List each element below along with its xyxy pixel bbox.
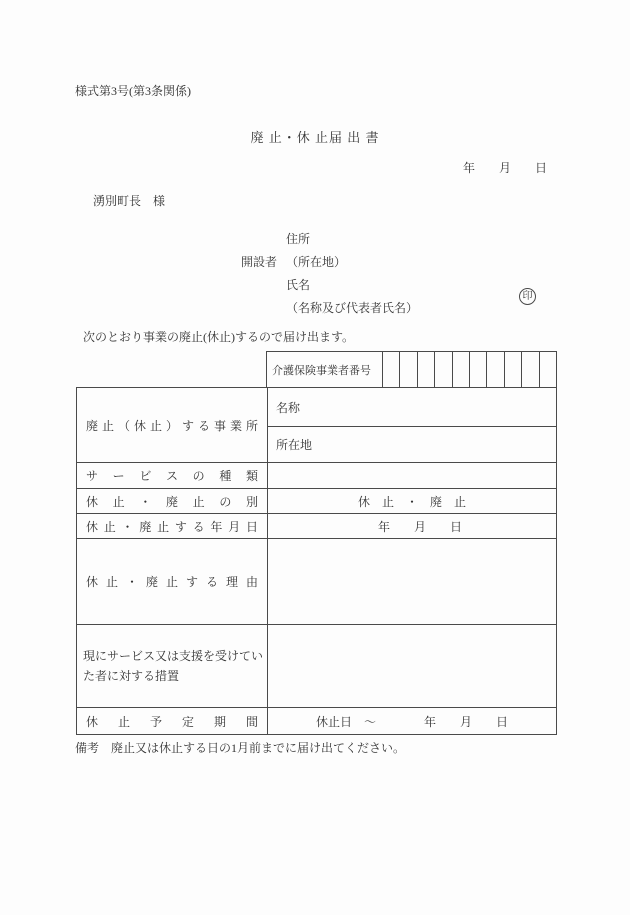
office-address-cell bbox=[268, 427, 556, 462]
applicant-block bbox=[241, 228, 418, 320]
category-label: 休止・廃止の別 bbox=[86, 494, 258, 509]
seal-icon bbox=[519, 288, 536, 305]
intro-text: 次のとおり事業の廃止(休止)するので届け出ます。 bbox=[83, 330, 355, 344]
remarks: 備考 廃止又は休止する日の1月前までに届け出てください。 bbox=[75, 741, 406, 755]
office-label-cell bbox=[77, 388, 268, 462]
applicant-line-name: 氏名 bbox=[286, 278, 311, 292]
insurer-number-digit-cell bbox=[453, 352, 470, 387]
office-name-cell bbox=[268, 388, 556, 427]
date-value-cell: 年 月 日 bbox=[377, 519, 462, 534]
seal-text: 印 bbox=[522, 290, 533, 302]
applicant-label: 開設者 bbox=[241, 255, 278, 269]
service-type-value-cell bbox=[268, 463, 556, 488]
period-label: 休止予定期間 bbox=[86, 714, 258, 729]
reason-value-cell bbox=[268, 539, 556, 624]
insurer-number-digit-cell bbox=[383, 352, 400, 387]
service-type-label: サービスの種類 bbox=[86, 469, 258, 483]
applicant-line-representative: （名称及び代表者氏名） bbox=[286, 301, 419, 315]
table-row-office bbox=[77, 388, 556, 463]
office-label: 廃止（休止）する事業所 bbox=[86, 418, 258, 433]
service-type-label-cell bbox=[77, 463, 268, 488]
table-row-measures bbox=[77, 625, 556, 708]
insurer-number-digit-cell bbox=[470, 352, 487, 387]
applicant-line-address: 住所 bbox=[286, 232, 311, 246]
reason-label-cell bbox=[77, 539, 268, 624]
insurer-number-digit-cell bbox=[400, 352, 417, 387]
form-number: 様式第3号(第3条関係) bbox=[75, 84, 191, 98]
insurer-number-cells bbox=[383, 352, 556, 387]
date-line: 年 月 日 bbox=[462, 161, 547, 175]
insurer-number-digit-cell bbox=[435, 352, 452, 387]
insurer-number-label bbox=[267, 352, 383, 387]
period-value-cell: 休止日 ～ 年 月 日 bbox=[316, 714, 509, 729]
insurer-number-digit-cell bbox=[487, 352, 504, 387]
insurer-number-digit-cell bbox=[540, 352, 556, 387]
applicant-line-location: （所在地） bbox=[286, 255, 347, 269]
measures-label-cell: 現にサービス又は支援を受けていた者に対する措置 bbox=[77, 625, 268, 707]
insurer-number-digit-cell bbox=[522, 352, 539, 387]
reason-label: 休止・廃止する理由 bbox=[86, 575, 258, 589]
table-row-reason bbox=[77, 539, 556, 625]
category-label-cell bbox=[77, 489, 268, 513]
insurer-number-label-text: 介護保険事業者番号 bbox=[272, 364, 371, 377]
period-label-cell bbox=[77, 708, 268, 734]
applicant-lines bbox=[286, 228, 418, 320]
table-row-category bbox=[77, 489, 556, 514]
addressee: 湧別町長 様 bbox=[93, 194, 166, 208]
office-address-label: 所在地 bbox=[276, 438, 313, 452]
category-value-cell: 休 止 ・ 廃 止 bbox=[357, 494, 466, 509]
office-value-cells bbox=[268, 388, 556, 462]
page-title: 廃 止・休 止届 出 書 bbox=[250, 130, 380, 145]
office-name-label: 名称 bbox=[276, 400, 301, 415]
measures-value-cell bbox=[268, 625, 556, 707]
insurer-number-digit-cell bbox=[418, 352, 435, 387]
insurer-number-digit-cell bbox=[505, 352, 522, 387]
date-label: 休止・廃止する年月日 bbox=[86, 519, 258, 534]
table-row-date bbox=[77, 514, 556, 539]
table-row-period bbox=[77, 708, 556, 734]
insurer-number-row bbox=[266, 351, 557, 387]
table-row-service-type bbox=[77, 463, 556, 489]
date-label-cell bbox=[77, 514, 268, 538]
main-table bbox=[76, 387, 557, 735]
